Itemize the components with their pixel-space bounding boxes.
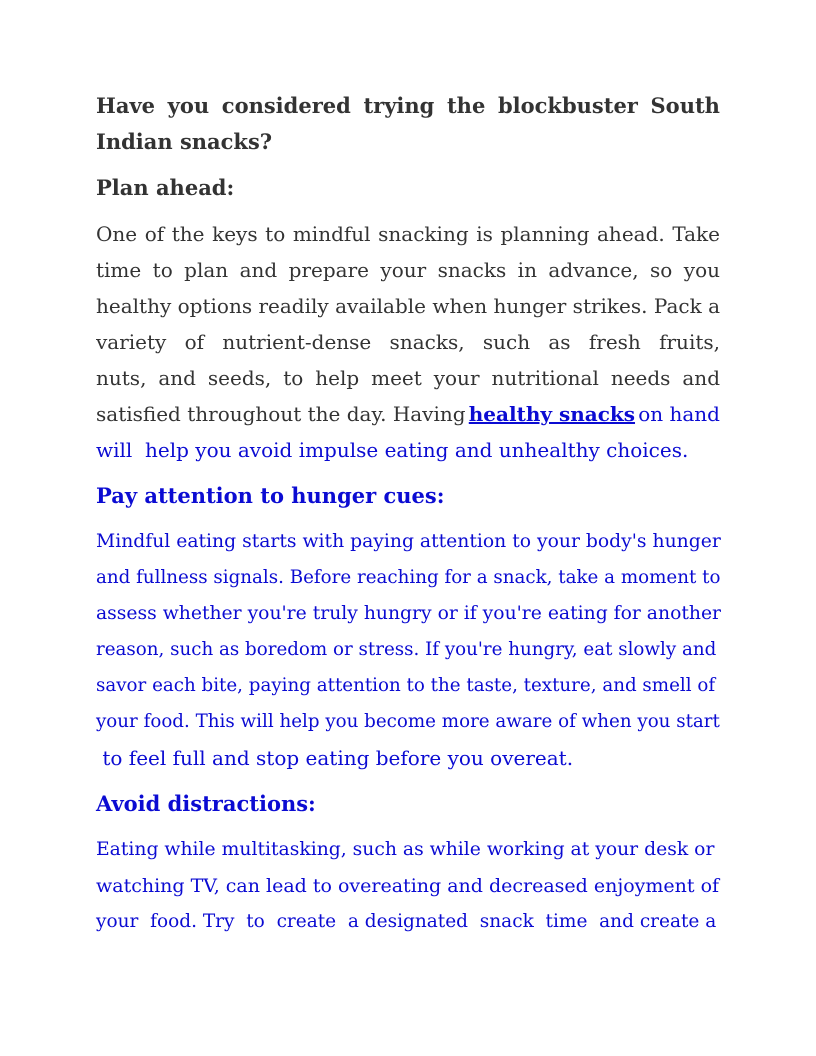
plan-ahead-line-6: [96, 396, 720, 432]
plan-ahead-line-4: variety of nutrient-dense snacks, such as fresh fruits,: [96, 330, 720, 354]
plan-ahead-heading: Plan ahead:: [96, 175, 235, 200]
avoid-distractions-heading: Avoid distractions:: [96, 791, 316, 816]
plan-ahead-line-3: healthy options readily available when hunger strikes. Pack a: [96, 294, 720, 318]
plan-ahead-line-5: nuts, and seeds, to help meet your nutritional needs and: [96, 366, 720, 390]
plan-ahead-line-1: One of the keys to mindful snacking is planning ahead. Take: [96, 222, 720, 246]
hunger-cues-heading: Pay attention to hunger cues:: [96, 483, 445, 508]
plan-ahead-line-7: will help you avoid impulse eating and unhealthy choices.: [96, 438, 689, 462]
hunger-cues-line-7: to feel full and stop eating before you overeat.: [96, 746, 574, 770]
title-word: you: [167, 93, 210, 118]
document-page: [96, 88, 720, 940]
title-word: considered: [221, 93, 351, 118]
avoid-distractions-line-2: watching TV, can lead to overeating and decreased enjoyment of: [96, 875, 720, 897]
hunger-cues-line-6: your food. This will help you become more aware of when you start: [96, 711, 720, 732]
title-word: South: [650, 93, 720, 118]
avoid-distractions-line-3: your food. Try to create a designated snack time and create a: [96, 911, 717, 932]
hunger-cues-line-2: and fullness signals. Before reaching for a snack, take a moment to: [96, 567, 721, 588]
healthy-snacks-link[interactable]: healthy snacks: [468, 402, 636, 426]
title-word: the: [446, 93, 486, 118]
plan-ahead-line-6-text: satisfied throughout the day. Having: [96, 402, 466, 426]
plan-ahead-line-6-after: on hand: [638, 402, 720, 426]
hunger-cues-line-4: reason, such as boredom or stress. If you're hungry, eat slowly and: [96, 639, 717, 660]
title-word: Have: [96, 93, 156, 118]
avoid-distractions-line-1: Eating while multitasking, such as while working at your desk or: [96, 839, 715, 860]
title-line-1: [96, 88, 720, 124]
title-line-2: Indian snacks?: [96, 129, 273, 154]
hunger-cues-line-1: Mindful eating starts with paying attention to your body's hunger: [96, 531, 721, 552]
hunger-cues-line-5: savor each bite, paying attention to the taste, texture, and smell of: [96, 675, 716, 696]
title-word: trying: [363, 93, 435, 118]
hunger-cues-line-3: assess whether you're truly hungry or if you're eating for another: [96, 603, 722, 624]
plan-ahead-line-2: time to plan and prepare your snacks in advance, so you: [96, 258, 720, 282]
title-word: blockbuster: [497, 93, 638, 118]
